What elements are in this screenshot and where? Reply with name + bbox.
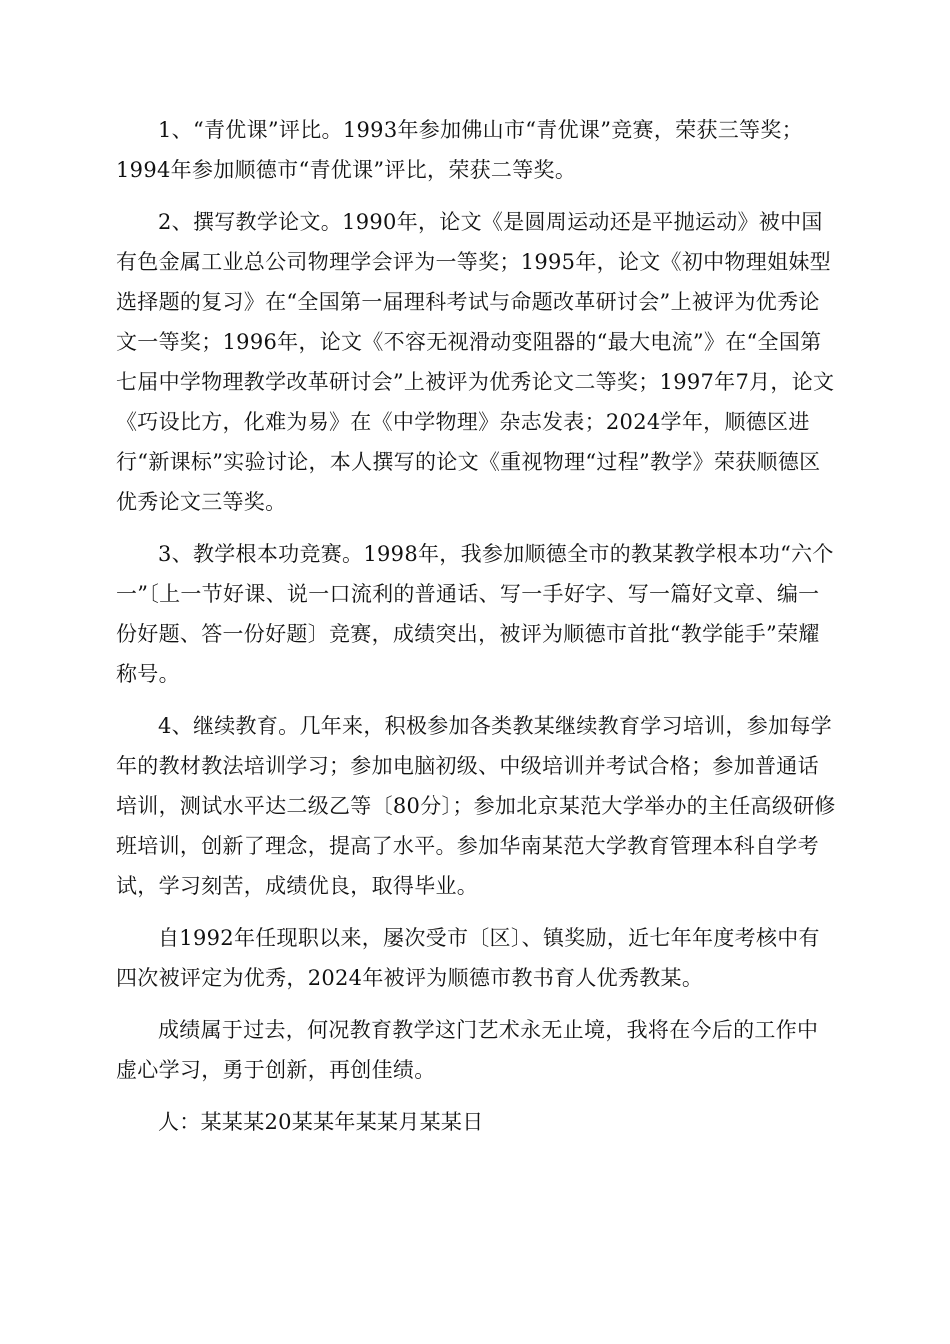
paragraph-awards: 自1992年任现职以来，屡次受市〔区〕、镇奖励，近七年年度考核中有四次被评定为优秀，2024年被评为顺德市教书育人优秀教某。 [116, 926, 820, 990]
paragraph-papers: 2、撰写教学论文。1990年，论文《是圆周运动还是平抛运动》被中国有色金属工业总公司物理学会评为一等奖；1995年，论文《初中物理姐妹型选择题的复习》在“全国第一届理科考试与命题改革研讨会”上被评为优秀论文一等奖；1996年，论文《不容无视滑动变阻器的“最大电流”》在“全国第七届中学物理教学改革研讨会”上被评为优秀论文二等奖；1997年7月，论文《巧设比方，化难为易》在《中学物理》杂志发表；2024学年，顺德区进行“新课标”实验讨论，本人撰写的论文《重视物理“过程”教学》荣获顺德区优秀论文三等奖。 [116, 210, 835, 514]
signature-line: 人：某某某20某某年某某月某某日 [158, 1110, 484, 1134]
document-body [116, 110, 836, 1142]
paragraph-continuing-education: 4、继续教育。几年来，积极参加各类教某继续教育学习培训，参加每学年的教材教法培训学习；参加电脑初级、中级培训并考试合格；参加普通话培训，测试水平达二级乙等〔80分〕；参加北京某范大学举办的主任高级研修班培训，创新了理念，提高了水平。参加华南某范大学教育管理本科自学考试，学习刻苦，成绩优良，取得毕业。 [116, 714, 836, 898]
paragraph-conclusion: 成绩属于过去，何况教育教学这门艺术永无止境，我将在今后的工作中虚心学习，勇于创新，再创佳绩。 [116, 1018, 819, 1082]
paragraph-skills-contest: 3、教学根本功竞赛。1998年，我参加顺德全市的教某教学根本功“六个一”〔上一节好课、说一口流利的普通话、写一手好字、写一篇好文章、编一份好题、答一份好题〕竞赛，成绩突出，被评为顺德市首批“教学能手”荣耀称号。 [116, 542, 834, 686]
paragraph-competition: 1、“青优课”评比。1993年参加佛山市“青优课”竞赛，荣获三等奖；1994年参加顺德市“青优课”评比，荣获二等奖。 [116, 118, 803, 182]
